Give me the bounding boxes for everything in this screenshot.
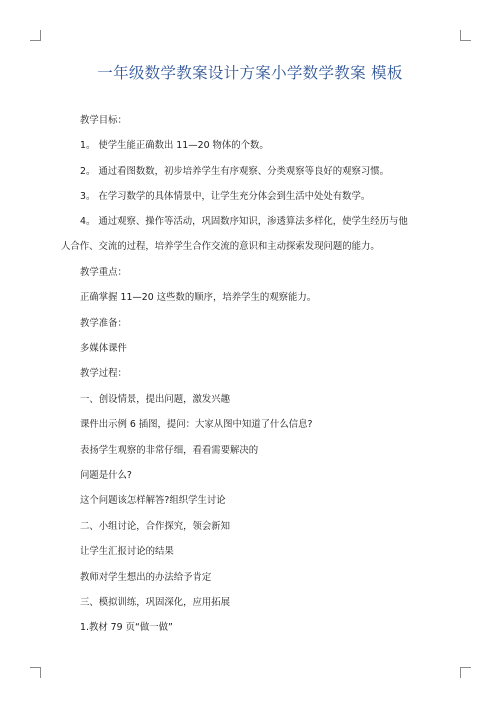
process-text-line: 表扬学生观察的非常仔细，看看需要解决的	[80, 445, 259, 456]
objective-2: 2。 通过看图数数，初步培养学生有序观察、分类观察等良好的观察习惯。	[80, 166, 389, 177]
objective-1: 1。 使学生能正确数出 11—20 物体的个数。	[80, 140, 269, 151]
process-text-line: 问题是什么?	[80, 470, 132, 481]
process-text-line: 让学生汇报讨论的结果	[80, 546, 174, 557]
process-step-3-heading: 三、模拟训练，巩固深化，应用拓展	[80, 597, 231, 608]
process-step-2-heading: 二、小组讨论，合作探究，领会新知	[80, 521, 231, 532]
objective-3: 3。 在学习数学的具体情景中，让学生充分体会到生活中处处有数学。	[80, 191, 371, 202]
crop-mark-top-left	[30, 30, 41, 41]
section-heading-objectives: 教学目标：	[80, 115, 127, 126]
process-text-line: 课件出示例 6 插图，提问：大家从图中知道了什么信息?	[80, 419, 313, 430]
process-step-1-heading: 一、创设情景，提出问题，激发兴趣	[80, 394, 231, 405]
process-text-line: 教师对学生想出的办法给予肯定	[80, 572, 212, 583]
preparation-text: 多媒体课件	[80, 343, 127, 354]
crop-mark-top-right	[460, 30, 471, 41]
objective-4: 4。 通过观察、操作等活动，巩固数序知识，渗透算法多样化，使学生经历与他	[80, 216, 408, 227]
process-text-line: 这个问题该怎样解答?组织学生讨论	[80, 495, 226, 506]
document-title: 一年级数学教案设计方案小学数学教案 模板	[97, 64, 403, 82]
crop-mark-bottom-right	[460, 667, 471, 678]
crop-mark-bottom-left	[30, 667, 41, 678]
key-point-text: 正确掌握 11—20 这些数的顺序，培养学生的观察能力。	[80, 292, 317, 303]
section-heading-preparation: 教学准备：	[80, 318, 127, 329]
section-heading-key-points: 教学重点：	[80, 267, 127, 278]
objective-4-continued: 人合作、交流的过程，培养学生合作交流的意识和主动探索发现问题的能力。	[61, 241, 380, 252]
section-heading-process: 教学过程：	[80, 368, 127, 379]
process-text-line: 1.教材 79 页“做一做”	[80, 622, 173, 633]
